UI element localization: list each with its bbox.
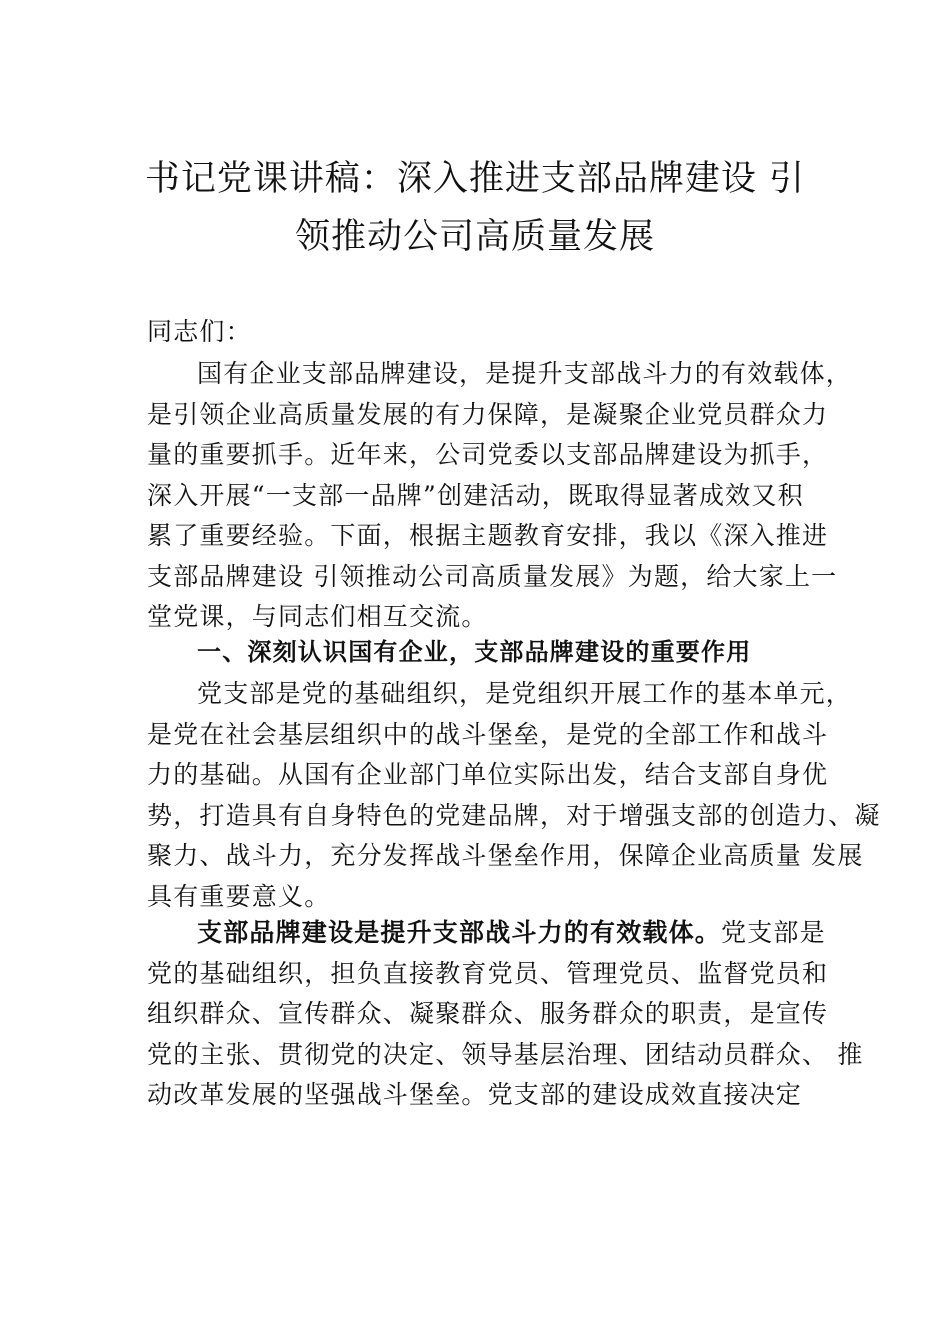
first-line-rest: 党支部是 bbox=[721, 918, 826, 947]
paragraph-line: 支部品牌建设 引领推动公司高质量发展》为题，给大家上一 bbox=[147, 561, 838, 591]
paragraph-line: 党支部是党的基础组织，是党组织开展工作的基本单元， bbox=[197, 679, 853, 708]
paragraph-line: 累了重要经验。下面，根据主题教育安排，我以《深入推进 bbox=[147, 521, 829, 550]
title-line-2: 领推动公司高质量发展 bbox=[294, 217, 655, 257]
paragraph-line: 是党在社会基层组织中的战斗堡垒，是党的全部工作和战斗 bbox=[147, 719, 829, 749]
paragraph-intro bbox=[147, 354, 853, 638]
paragraph-line: 具有重要意义。 bbox=[147, 881, 331, 911]
paragraph-section-1 bbox=[147, 674, 881, 917]
paragraph-line: 国有企业支部品牌建设，是提升支部战斗力的有效载体， bbox=[197, 359, 853, 388]
paragraph-line: 深入开展“一支部一品牌”创建活动，既取得显著成效又积 bbox=[147, 480, 804, 510]
paragraph-brand-carrier bbox=[147, 913, 864, 1116]
paragraph-line: 量的重要抓手。近年来，公司党委以支部品牌建设为抓手， bbox=[147, 440, 829, 469]
paragraph-line: 力的基础。从国有企业部门单位实际出发，结合支部自身优 bbox=[147, 760, 829, 789]
salutation-text: 同志们： bbox=[147, 317, 252, 346]
paragraph-line: 党的基础组织，担负直接教育党员、管理党员、监督党员和 bbox=[147, 958, 829, 988]
section-heading bbox=[147, 632, 837, 673]
paragraph-line: 党的主张、贯彻党的决定、领导基层治理、团结动员群众、 推 bbox=[147, 1039, 864, 1069]
section-heading-text: 一、深刻认识国有企业，支部品牌建设的重要作用 bbox=[197, 638, 752, 666]
bold-lead-sentence: 支部品牌建设是提升支部战斗力的有效载体。 bbox=[197, 918, 722, 947]
salutation bbox=[147, 312, 837, 353]
paragraph-line: 组织群众、宣传群众、凝聚群众、服务群众的职责，是宣传 bbox=[147, 999, 829, 1028]
paragraph-line: 堂党课，与同志们相互交流。 bbox=[147, 602, 488, 631]
paragraph-line: 是引领企业高质量发展的有力保障，是凝聚企业党员群众力 bbox=[147, 399, 829, 429]
title-line-1: 书记党课讲稿：深入推进支部品牌建设 引 bbox=[144, 159, 806, 199]
document-title bbox=[120, 150, 830, 266]
paragraph-line: 势，打造具有自身特色的党建品牌，对于增强支部的创造力、凝 bbox=[147, 800, 881, 830]
paragraph-line: 聚力、战斗力，充分发挥战斗堡垒作用，保障企业高质量 发展 bbox=[147, 841, 864, 870]
paragraph-line: 动改革发展的坚强战斗堡垒。党支部的建设成效直接决定 bbox=[147, 1080, 803, 1109]
paragraph-first-line bbox=[147, 913, 837, 954]
